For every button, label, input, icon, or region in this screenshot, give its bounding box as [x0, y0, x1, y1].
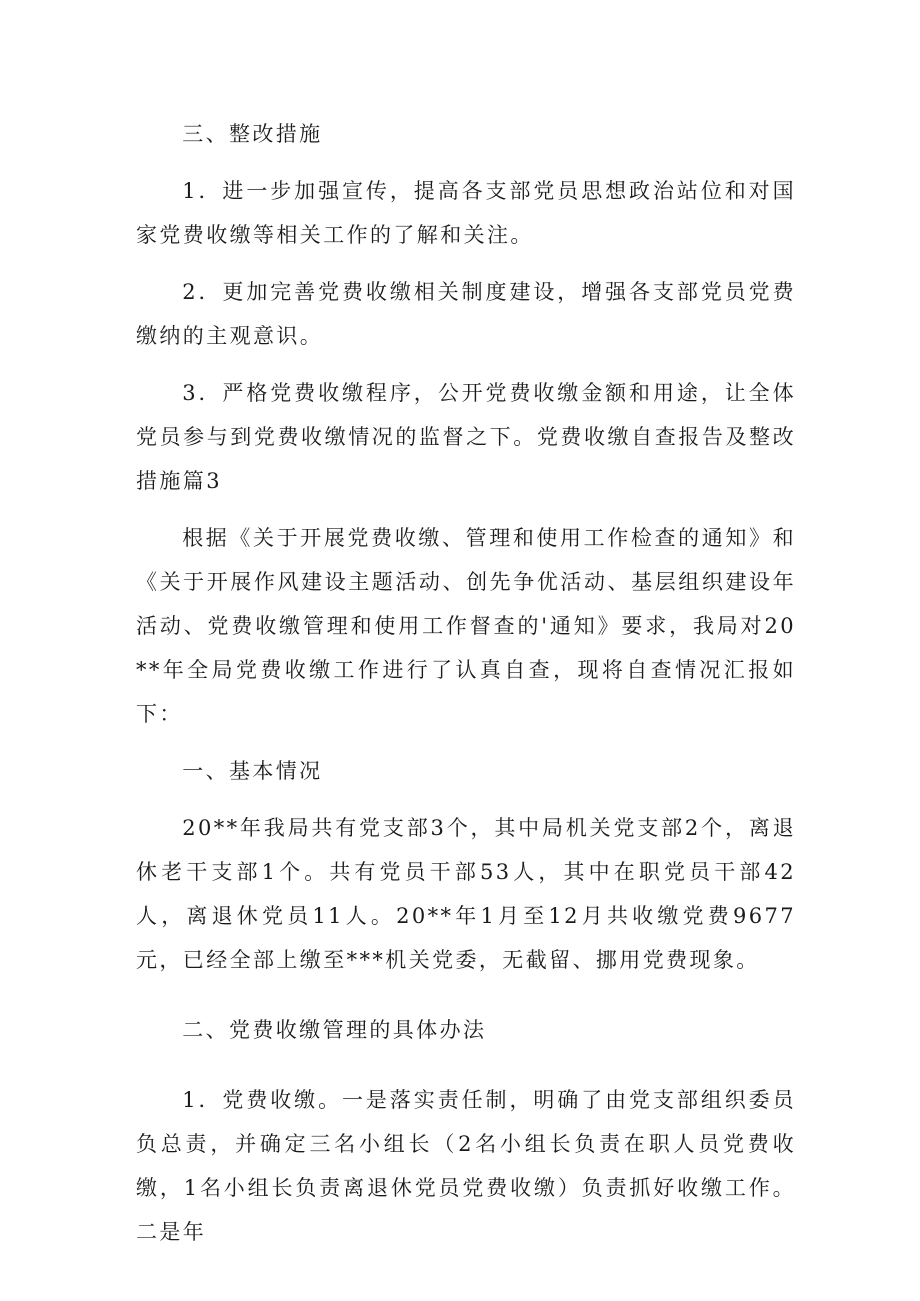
document-body — [136, 112, 796, 1267]
measure-item-1: 1．进一步加强宣传，提高各支部党员思想政治站位和对国家党费收缴等相关工作的了解和关注。 — [136, 179, 796, 247]
intro-paragraph: 根据《关于开展党费收缴、管理和使用工作检查的通知》和《关于开展作风建设主题活动、创先争优活动、基层组织建设年活动、党费收缴管理和使用工作督查的'通知》要求，我局对20**年全局党费收缴工作进行了认真自查，现将自查情况汇报如下： — [136, 526, 796, 726]
section-heading-basic-situation: 一、基本情况 — [182, 759, 323, 783]
section-heading-rectification: 三、整改措施 — [182, 122, 323, 146]
measure-item-2: 2．更加完善党费收缴相关制度建设，增强各支部党员党费缴纳的主观意识。 — [136, 280, 796, 348]
measure-item-3: 3．严格党费收缴程序，公开党费收缴金额和用途，让全体党员参与到党费收缴情况的监督之下。党费收缴自查报告及整改措施篇3 — [136, 381, 796, 493]
section-heading-methods: 二、党费收缴管理的具体办法 — [182, 1018, 487, 1042]
basic-situation-paragraph: 20**年我局共有党支部3个，其中局机关党支部2个，离退休老干支部1个。共有党员干部53人，其中在职党员干部42人，离退休党员11人。20**年1月至12月共收缴党费9677元，已经全部上缴至***机关党委，无截留、挪用党费现象。 — [136, 816, 796, 972]
method-item-1: 1．党费收缴。一是落实责任制，明确了由党支部组织委员负总责，并确定三名小组长（2名小组长负责在职人员党费收缴，1名小组长负责离退休党员党费收缴）负责抓好收缴工作。二是年 — [136, 1088, 796, 1244]
